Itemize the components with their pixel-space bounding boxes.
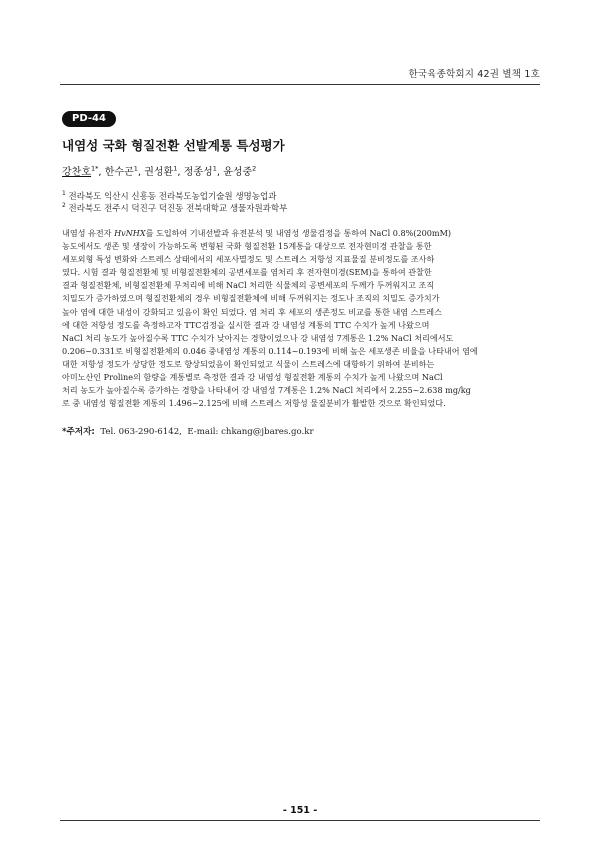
abstract-line: 에 대한 저항성 정도를 측정하고자 TTC검정을 실시한 결과 강 내염성 계통의 TTC 수치가 높게 나왔으며: [62, 319, 430, 330]
abstract-line: 로 중 내염성 형질전환 계통의 1.496~2.125에 비해 스트레스 저항성 물질분비가 활발한 것으로 확인되었다.: [62, 398, 446, 409]
abstract-line: 0.206~0.331로 비형질전환체의 0.046 중내염성 계통의 0.114~0.193에 비해 높은 세포생존 비율을 나타내어 염에: [62, 345, 478, 356]
header-rule: [60, 84, 540, 85]
article-title: 내염성 국화 형질전환 선발계통 특성평가: [62, 138, 285, 153]
page-number: - 151 -: [282, 805, 318, 816]
author-sup: 1: [212, 164, 217, 173]
corresponding-label: *주저자:: [62, 427, 95, 437]
abstract-line: 아미노산인 Proline의 함량을 계통별로 측정한 결과 강 내염성 형질전환 계통의 수치가 높게 나왔으며 NaCl: [62, 372, 443, 383]
poster-id-badge: PD-44: [62, 111, 116, 127]
abstract-line: 내염성 유전자 HvNHX를 도입하여 기내선발과 유전분석 및 내염성 생물검정을 통하여 NaCl 0.8%(200mM): [62, 228, 452, 238]
author-sup: 1: [173, 164, 178, 173]
affiliation-number: 1: [62, 190, 66, 198]
author-sup: 1: [133, 164, 138, 173]
footer-rule: [60, 820, 540, 821]
affiliation-text: 전라북도 익산시 신흥동 전라북도농업기술원 생명농업과: [68, 192, 277, 202]
author-sup: 1*: [90, 164, 99, 173]
affiliation-number: 2: [62, 202, 66, 210]
abstract-line: 치밀도가 증가하였으며 형질전환체의 경우 비형질전환체에 비해 두꺼워지는 정도나 조직의 치밀도 증가치가: [62, 293, 440, 304]
author-name: 한수곤: [104, 167, 134, 178]
author-list: 강찬호$^{1*}$, 한수곤$^1$, 권성환$^1$, 정종성$^1$, 윤성중$^2$: [62, 164, 257, 178]
corresponding-author: [62, 425, 314, 437]
corresponding-phone: Tel. 063-290-6142,: [100, 427, 182, 437]
abstract-line: 였다. 시험 결과 형질전환체 및 비형질전환체의 공변세포를 염처리 후 전자현미경(SEM)을 통하여 관찰한: [62, 267, 432, 278]
author-name: 정종성: [183, 167, 213, 178]
running-header: 한국육종학회지 42권 별책 1호: [408, 69, 540, 80]
affiliation-1: [62, 190, 276, 202]
affiliation-2: [62, 202, 287, 214]
abstract-line: NaCl 처리 농도가 높아질수록 TTC 수치가 낮아지는 경향이었으나 강 내염성 7계통은 1.2% NaCl 처리에서도: [62, 332, 454, 343]
author-name: 권성환: [144, 167, 174, 178]
abstract-line: 대한 저항성 정도가 상당한 정도로 향상되었음이 확인되었고 식물이 스트레스에 대항하기 위하여 분비하는: [62, 358, 435, 369]
abstract-line: 세포외형 특성 변화와 스트레스 상태에서의 세포사멸정도 및 스트레스 저항성 지표물질 분비정도를 조사하: [62, 254, 435, 265]
author-name: 윤성중: [223, 167, 253, 178]
author-name: 강찬호: [62, 167, 91, 178]
author-sup: 2: [252, 164, 257, 173]
abstract-body: [62, 227, 540, 410]
gene-name: HvNHX: [114, 228, 146, 238]
abstract-line: 결과 형질전환체, 비형질전환체 무처리에 비해 NaCl 처리한 식물체의 공변세포의 두께가 두꺼워지고 조직: [62, 280, 435, 291]
abstract-line: 처리 농도가 높아질수록 증가하는 경향을 나타내어 강 내염성 7계통은 1.2% NaCl 처리에서 2.255~2.638 mg/kg: [62, 385, 471, 396]
corresponding-email: E-mail: chkang@jbares.go.kr: [187, 427, 314, 437]
abstract-line: 높아 염에 대한 내성이 강화되고 있음이 확인 되었다. 염 처리 후 세포의 생존정도 비교를 통한 내염 스트레스: [62, 306, 442, 317]
abstract-line: 농도에서도 생존 및 생장이 가능하도록 변형된 국화 형질전환 15계통을 대상으로 전자현미경 관찰을 통한: [62, 241, 432, 252]
affiliation-text: 전라북도 전주시 덕진구 덕진동 전북대학교 생물자원과학부: [68, 204, 288, 214]
